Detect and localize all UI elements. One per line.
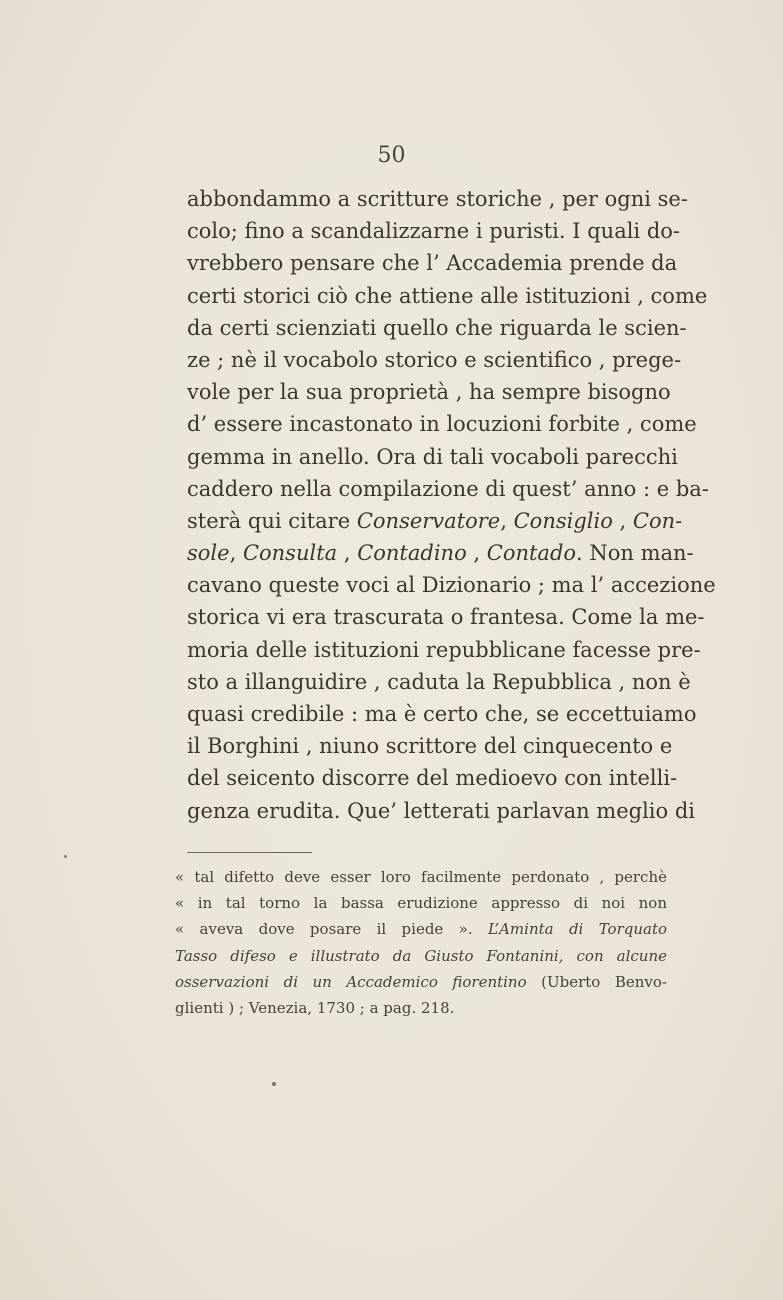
term-console-part2: sole — [187, 541, 230, 566]
text-line-20: genza erudita. Que’ letterati parlavan meglio di — [187, 798, 695, 823]
text-line-12 — [187, 537, 694, 569]
text-line-4: certi storici ciò che attiene alle istituzioni , come — [187, 283, 708, 308]
footnote-line-5 — [175, 969, 667, 995]
footnote-rule — [187, 852, 312, 853]
text-line-9: gemma in anello. Ora di tali vocaboli parecchi — [187, 444, 678, 469]
footnote-line-3-plain: « aveva dove posare il piede ». — [175, 920, 488, 939]
ink-speck — [272, 1082, 276, 1086]
text-line-6: ze ; nè il vocabolo storico e scientifico , prege- — [187, 347, 682, 372]
term-console-part1: Con- — [632, 508, 683, 533]
term-consulta: Consulta — [242, 541, 338, 566]
term-contadino: Contadino — [357, 541, 467, 566]
text-line-2: colo; fino a scandalizzarne i puristi. I quali do- — [187, 219, 680, 244]
footnote — [175, 864, 667, 1021]
separator: , — [612, 508, 633, 533]
footnote-line-3 — [175, 916, 667, 942]
text-line-3: vrebbero pensare che l’ Accademia prende da — [187, 251, 678, 276]
footnote-title-part3: osservazioni di un Accademico fiorentino — [175, 972, 527, 991]
text-line-16: sto a illanguidire , caduta la Repubblica , non è — [187, 669, 691, 694]
separator: , — [500, 508, 514, 533]
footnote-line-4 — [175, 943, 667, 969]
text-line-18: il Borghini , niuno scrittore del cinquecento e — [187, 734, 673, 759]
footnote-line-5-plain: (Uberto Benvo- — [526, 972, 667, 991]
text-line-7: vole per la sua proprietà , ha sempre bisogno — [187, 380, 671, 405]
text-line-12-plain: . Non man- — [576, 541, 694, 566]
footnote-line-2: « in tal torno la bassa erudizione appresso di noi non — [175, 894, 667, 913]
term-consiglio: Consiglio — [513, 508, 613, 533]
separator: , — [229, 541, 243, 566]
footnote-title-part1: L’Aminta di Torquato — [487, 920, 667, 939]
text-line-8: d’ essere incastonato in locuzioni forbite , come — [187, 412, 697, 437]
footnote-title-part2: Tasso difeso e illustrato da Giusto Fontanini, con alcune — [175, 946, 667, 965]
footnote-line-1: « tal difetto deve esser loro facilmente perdonato , perchè — [175, 868, 667, 886]
text-line-17: quasi credibile : ma è certo che, se eccettuiamo — [187, 702, 697, 726]
text-line-13: cavano queste voci al Dizionario ; ma l’ accezione — [187, 573, 716, 598]
footnote-line-6: glienti ) ; Venezia, 1730 ; a pag. 218. — [175, 999, 455, 1018]
text-line-11 — [187, 505, 683, 537]
ink-speck — [64, 855, 67, 858]
text-line-5: da certi scienziati quello che riguarda le scien- — [187, 315, 687, 340]
text-line-19: del seicento discorre del medioevo con intelli- — [187, 766, 678, 791]
separator: , — [337, 541, 358, 566]
text-line-1: abbondammo a scritture storiche , per ogni se- — [187, 187, 688, 211]
separator: , — [466, 541, 487, 566]
page-number: 50 — [377, 143, 406, 168]
term-contado: Contado — [486, 541, 577, 566]
term-conservatore: Conservatore — [356, 508, 501, 533]
body-text — [187, 183, 716, 827]
text-line-10: caddero nella compilazione di quest’ anno : e ba- — [187, 476, 709, 501]
text-line-14: storica vi era trascurata o frantesa. Come la me- — [187, 605, 705, 630]
text-line-15: moria delle istituzioni repubblicane facesse pre- — [187, 637, 701, 662]
text-line-11-plain: sterà qui citare — [187, 508, 357, 533]
